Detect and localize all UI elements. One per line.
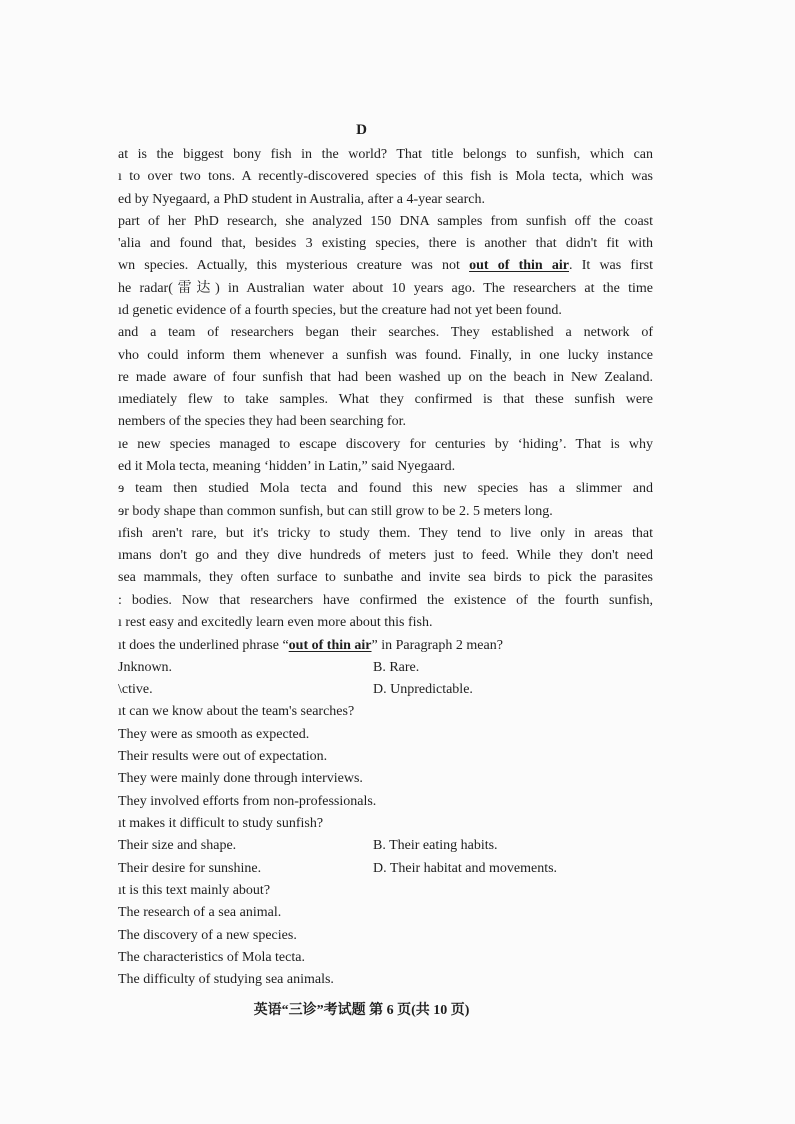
q4-option-b: The discovery of a new species. bbox=[118, 928, 297, 943]
q3-option-d: D. Their habitat and movements. bbox=[373, 861, 558, 876]
passage-line: he radar(雷达) in Australian water about 10 years ago. The researchers at the time bbox=[118, 281, 653, 296]
passage-line: ɘr body shape than common sunfish, but can still grow to be 2. 5 meters long. bbox=[118, 504, 553, 519]
passage-line: 'alia and found that, besides 3 existing species, there is another that didn't fit with bbox=[118, 236, 653, 251]
passage-line: ı rest easy and excitedly learn even more about this fish. bbox=[118, 615, 433, 630]
q2-option-d: They involved efforts from non-professionals. bbox=[118, 794, 377, 809]
text-segment: ıt does the underlined phrase “ bbox=[118, 638, 289, 653]
question-4: ıt is this text mainly about? bbox=[118, 883, 271, 898]
passage-line: ımans don't go and they dive hundreds of meters just to feed. While they don't need bbox=[118, 548, 653, 563]
text-segment: . It was first bbox=[569, 258, 653, 273]
q1-option-c: \ctive. bbox=[118, 682, 153, 697]
q2-option-b: Their results were out of expectation. bbox=[118, 749, 328, 764]
q4-option-d: The difficulty of studying sea animals. bbox=[118, 972, 334, 987]
passage-line: ıe new species managed to escape discovery for centuries by ‘hiding’. That is why bbox=[118, 437, 653, 452]
q3-option-a: Their size and shape. bbox=[118, 838, 237, 853]
passage-line: ıd genetic evidence of a fourth species, but the creature had not yet been found. bbox=[118, 303, 562, 318]
passage-line: : bodies. Now that researchers have confirmed the existence of the fourth sunfish, bbox=[118, 593, 653, 608]
question-1 bbox=[118, 637, 653, 655]
q3-option-b: B. Their eating habits. bbox=[373, 838, 498, 853]
passage-line: and a team of researchers began their searches. They established a network of bbox=[118, 325, 653, 340]
passage-line: ıfish aren't rare, but it's tricky to study them. They tend to live only in areas that bbox=[118, 526, 653, 541]
passage-line-underlined bbox=[118, 257, 653, 275]
text-segment: wn species. Actually, this mysterious creature was not bbox=[118, 258, 470, 273]
passage-line: ɘ team then studied Mola tecta and found this new species has a slimmer and bbox=[118, 481, 653, 496]
q2-option-c: They were mainly done through interviews. bbox=[118, 771, 363, 786]
q1-option-a: Jnknown. bbox=[118, 660, 173, 675]
q4-option-c: The characteristics of Mola tecta. bbox=[118, 950, 305, 965]
underlined-phrase: out of thin air bbox=[288, 638, 372, 653]
passage-line: at is the biggest bony fish in the world? That title belongs to sunfish, which can bbox=[118, 147, 653, 162]
passage-line: part of her PhD research, she analyzed 150 DNA samples from sunfish off the coast bbox=[118, 214, 653, 229]
q3-option-c: Their desire for sunshine. bbox=[118, 861, 262, 876]
passage-line: sea mammals, they often surface to sunbathe and invite sea birds to pick the parasites bbox=[118, 570, 653, 585]
question-3: ıt makes it difficult to study sunfish? bbox=[118, 816, 324, 831]
text-segment: ” in Paragraph 2 mean? bbox=[371, 638, 503, 653]
passage-line: re made aware of four sunfish that had been washed up on the beach in New Zealand. bbox=[118, 370, 653, 385]
section-title: D bbox=[356, 122, 367, 138]
question-2: ıt can we know about the team's searches? bbox=[118, 704, 355, 719]
passage-line: ı to over two tons. A recently-discovered species of this fish is Mola tecta, which was bbox=[118, 169, 653, 184]
q2-option-a: They were as smooth as expected. bbox=[118, 727, 310, 742]
passage-line: vho could inform them whenever a sunfish was found. Finally, in one lucky instance bbox=[118, 348, 653, 363]
passage-line: ed it Mola tecta, meaning ‘hidden’ in Latin,” said Nyegaard. bbox=[118, 459, 456, 474]
q4-option-a: The research of a sea animal. bbox=[118, 905, 282, 920]
q1-option-d: D. Unpredictable. bbox=[373, 682, 473, 697]
page-footer: 英语“三诊”考试题 第 6 页(共 10 页) bbox=[253, 1003, 470, 1018]
passage-line: nembers of the species they had been searching for. bbox=[118, 414, 407, 429]
underlined-phrase: out of thin air bbox=[469, 258, 569, 273]
q1-option-b: B. Rare. bbox=[373, 660, 420, 675]
passage-line: ed by Nyegaard, a PhD student in Australia, after a 4-year search. bbox=[118, 192, 485, 207]
passage-line: ımediately flew to take samples. What they confirmed is that these sunfish were bbox=[118, 392, 653, 407]
